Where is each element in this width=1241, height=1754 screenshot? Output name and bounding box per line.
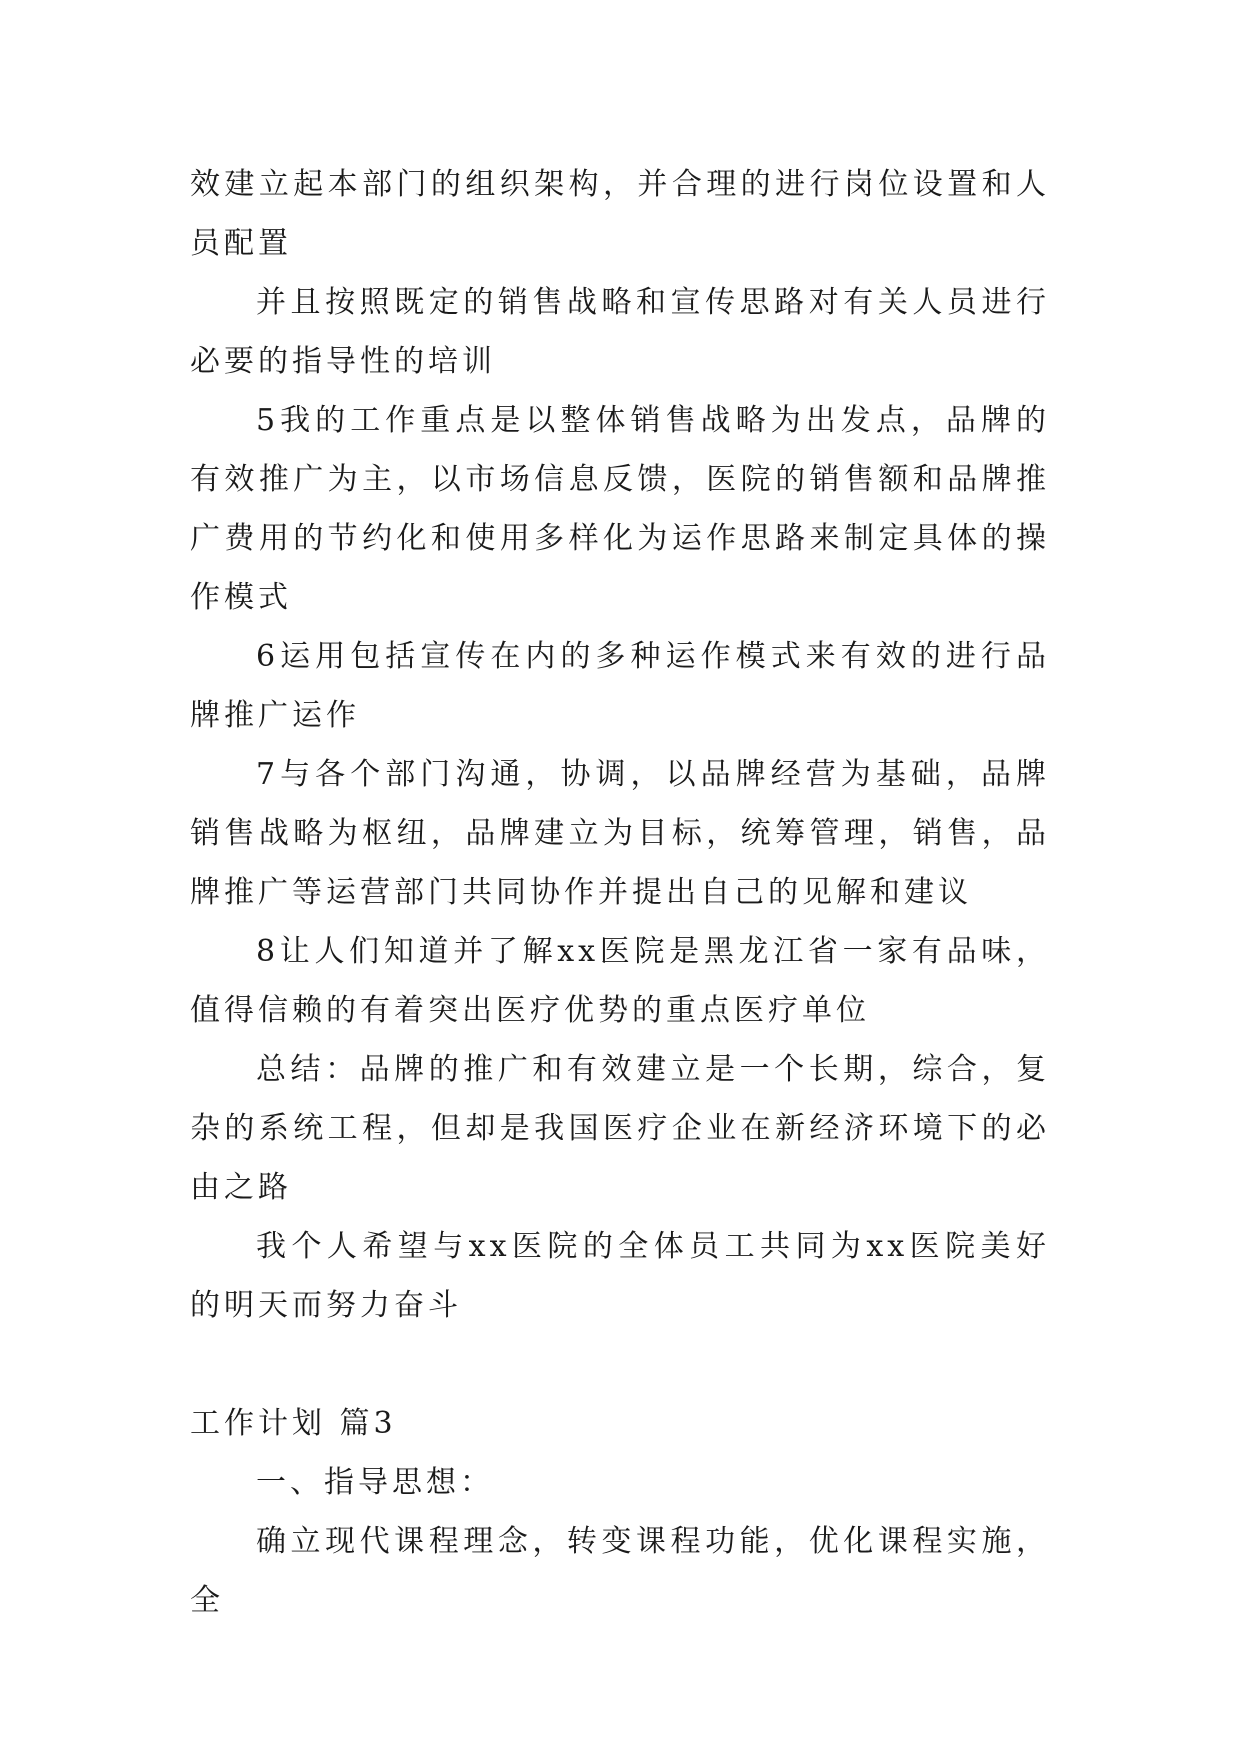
document-body bbox=[190, 155, 1050, 1630]
paragraph-summary: 总结：品牌的推广和有效建立是一个长期，综合，复杂的系统工程，但却是我国医疗企业在新经济环境下的必由之路 bbox=[190, 1052, 1050, 1205]
paragraph-item-8: 8让人们知道并了解xx医院是黑龙江省一家有品味，值得信赖的有着突出医疗优势的重点医疗单位 bbox=[190, 934, 1050, 1028]
paragraph-training: 并且按照既定的销售战略和宣传思路对有关人员进行必要的指导性的培训 bbox=[190, 285, 1050, 379]
paragraph-org-structure: 效建立起本部门的组织架构，并合理的进行岗位设置和人员配置 bbox=[190, 167, 1050, 261]
paragraph-closing: 我个人希望与xx医院的全体员工共同为xx医院美好的明天而努力奋斗 bbox=[190, 1229, 1050, 1323]
paragraph-item-6: 6运用包括宣传在内的多种运作模式来有效的进行品牌推广运作 bbox=[190, 639, 1050, 733]
paragraph-item-5: 5我的工作重点是以整体销售战略为出发点，品牌的有效推广为主，以市场信息反馈，医院的销售额和品牌推广费用的节约化和使用多样化为运作思路来制定具体的操作模式 bbox=[190, 403, 1050, 615]
paragraph-guiding-ideology-body: 确立现代课程理念，转变课程功能，优化课程实施，全 bbox=[190, 1524, 1050, 1618]
paragraph-guiding-ideology-heading: 一、指导思想： bbox=[256, 1465, 494, 1500]
section-heading: 工作计划 篇3 bbox=[190, 1406, 397, 1441]
paragraph-item-7: 7与各个部门沟通，协调，以品牌经营为基础，品牌销售战略为枢纽，品牌建立为目标，统筹管理，销售，品牌推广等运营部门共同协作并提出自己的见解和建议 bbox=[190, 757, 1050, 910]
